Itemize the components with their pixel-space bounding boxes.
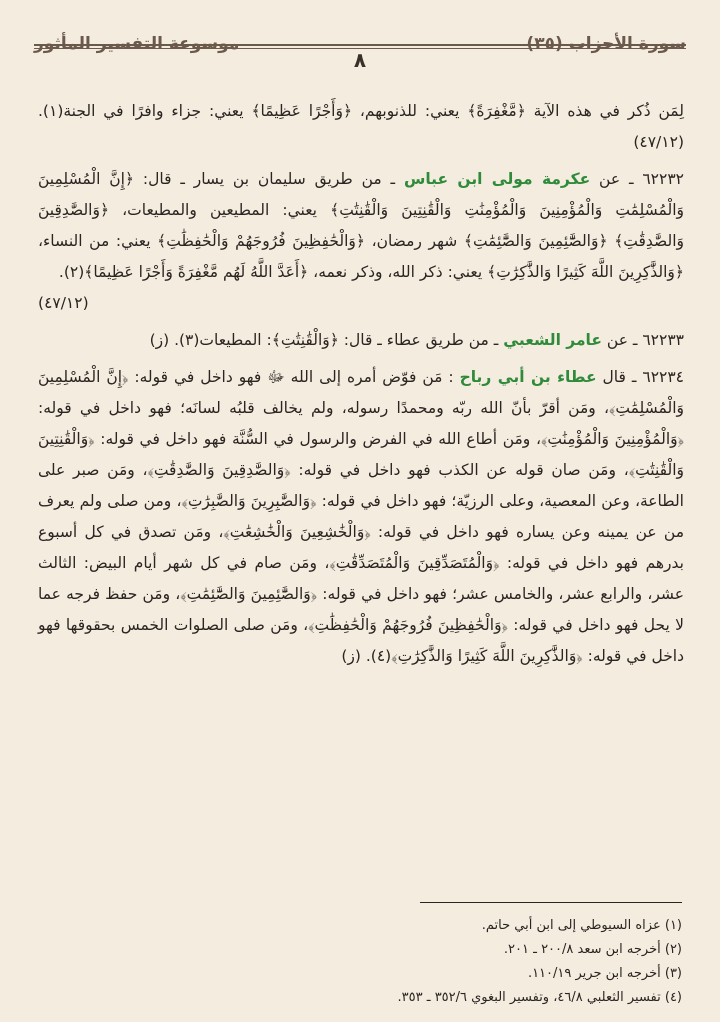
hadith-number: ٦٢٢٣٢ ـ عن xyxy=(599,170,684,188)
source-ref: (٤٧/١٢) xyxy=(38,294,89,312)
header-rule xyxy=(34,44,686,46)
main-text xyxy=(38,96,684,678)
narrator-name: عطاء بن أبي رباح xyxy=(459,368,597,386)
hadith-number: ٦٢٢٣٣ ـ عن xyxy=(606,331,684,349)
footnote-4: (٤) تفسير الثعلبي ٤٦/٨، وتفسير البغوي ٣٥٢/٦ ـ ٣٥٣. xyxy=(397,990,682,1005)
paragraph-1: لِمَن ذُكر في هذه الآية ﴿مَّغْفِرَةً﴾ يعني: للذنوبهم، ﴿وَأَجْرًا عَظِيمًا﴾ يعني: جزاء وافرًا في الجنة(١). (٤٧/١٢) xyxy=(38,102,684,151)
footnote-separator xyxy=(420,902,682,903)
page-number: ٨ xyxy=(353,48,367,72)
paragraph-62234 xyxy=(38,362,684,672)
hadith-text: ـ من طريق سليمان بن يسار ـ قال: ﴿إِنَّ الْمُسْلِمِينَ وَالْمُسْلِمَٰتِ وَالْمُؤْمِنِينَ وَالْمُؤْمِنَٰتِ وَالْقَٰنِتِينَ وَالْقَٰنِتَٰتِ﴾ يعني: المطيعين والمطيعات، ﴿وَالصَّٰدِقِينَ وَالصَّٰدِقَٰتِ﴾ ﴿وَالصَّٰٓئِمِينَ وَالصَّٰٓئِمَٰتِ﴾ شهر رمضان، ﴿وَالْحَٰفِظِينَ فُرُوجَهُمْ وَالْحَٰفِظَٰتِ﴾ يعني: من النساء، ﴿وَالذَّٰكِرِينَ اللَّهَ كَثِيرًا وَالذَّٰكِرَٰتِ﴾ يعني: ذكر الله، وذكر نعمه، ﴿أَعَدَّ اللَّهُ لَهُم مَّغْفِرَةً وَأَجْرًا عَظِيمًا﴾(٢). xyxy=(38,170,684,281)
page-header xyxy=(34,34,686,74)
hadith-text: ـ من طريق عطاء ـ قال: ﴿وَالْقَٰنِتَٰتِ﴾: المطيعات(٣). (ز) xyxy=(149,331,499,349)
footnotes xyxy=(36,914,682,1010)
book-title: موسوعة التفسير المأثور xyxy=(34,34,240,54)
surah-title: سورة الأحزاب (٣٥) xyxy=(526,34,686,54)
footnote-1: (١) عزاه السيوطي إلى ابن أبي حاتم. xyxy=(481,918,682,933)
narrator-name: عامر الشعبي xyxy=(503,331,602,349)
footnote-3: (٣) أخرجه ابن جرير ١١٠/١٩. xyxy=(527,966,682,981)
narrator-name: عكرمة مولى ابن عباس xyxy=(403,170,591,188)
header-rule-thin xyxy=(34,48,686,49)
paragraph-62232 xyxy=(38,164,684,319)
footnote-2: (٢) أخرجه ابن سعد ٢٠٠/٨ ـ ٢٠١. xyxy=(503,942,682,957)
hadith-text: : مَن فوّض أمره إلى الله ﷻ فهو داخل في قوله: ﴿إِنَّ الْمُسْلِمِينَ وَالْمُسْلِمَٰتِ﴾، ومَن أقرّ بأنّ الله ربّه ومحمدًا رسوله، ولم يخالف قلبُه لسانَه؛ فهو داخل في قوله: ﴿وَالْمُؤْمِنِينَ وَالْمُؤْمِنَٰتِ﴾، ومَن أطاع الله في الفرض والرسول في السُّنَّة فهو داخل في قوله: ﴿وَالْقَٰنِتِينَ وَالْقَٰنِتَٰتِ﴾، ومَن صان قوله عن الكذب فهو داخل في قوله: ﴿وَالصَّٰدِقِينَ وَالصَّٰدِقَٰتِ﴾، ومَن صبر على الطاعة، وعن المعصية، وعلى الرزيّة؛ فهو داخل في قوله: ﴿وَالصَّٰبِرِينَ وَالصَّٰبِرَٰتِ﴾، ومن صلى ولم يعرف من عن يمينه وعن يساره فهو داخل في قوله: ﴿وَالْخَٰشِعِينَ وَالْخَٰشِعَٰتِ﴾، ومَن تصدق في كل أسبوع بدرهم فهو داخل في قوله: ﴿وَالْمُتَصَدِّقِينَ وَالْمُتَصَدِّقَٰتِ﴾، ومَن صام في كل شهر أيام البيض: الثالث عشر، والرابع عشر، والخامس عشر؛ فهو داخل في قوله: ﴿وَالصَّٰٓئِمِينَ وَالصَّٰٓئِمَٰتِ﴾، ومَن حفظ فرجه عما لا يحل فهو داخل في قوله: ﴿وَالْحَٰفِظِينَ فُرُوجَهُمْ وَالْحَٰفِظَٰتِ﴾، ومَن صلى الصلوات الخمس بحقوقها فهو داخل في قوله: ﴿وَالذَّٰكِرِينَ اللَّهَ كَثِيرًا وَالذَّٰكِرَٰتِ﴾(٤). (ز) xyxy=(38,368,684,665)
hadith-number: ٦٢٢٣٤ ـ قال xyxy=(602,368,685,386)
paragraph-62233 xyxy=(38,325,684,356)
